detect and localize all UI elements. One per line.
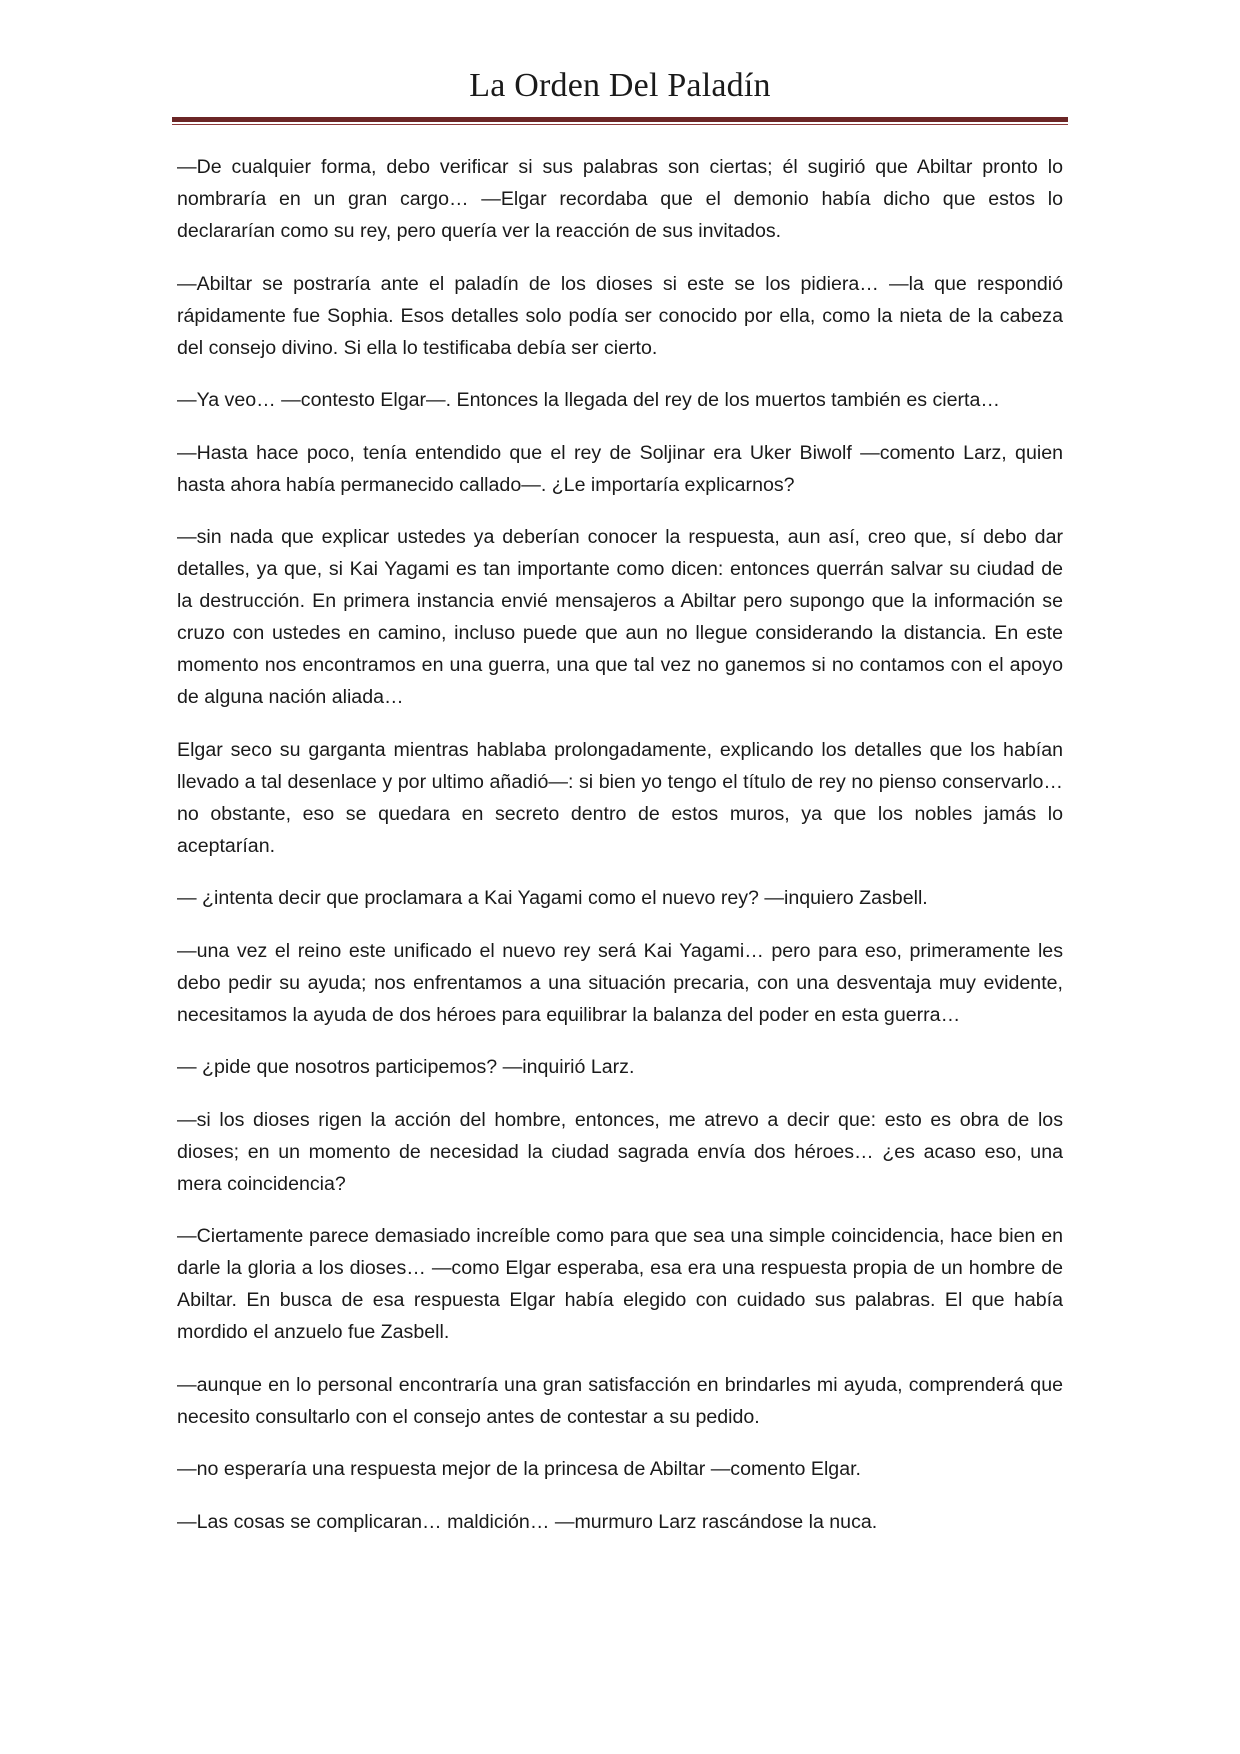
page-header (172, 66, 1068, 107)
paragraph: — ¿pide que nosotros participemos? —inquirió Larz. (177, 1056, 635, 1078)
header-rule-thin (172, 124, 1068, 125)
paragraph: —Ya veo… —contesto Elgar—. Entonces la llegada del rey de los muertos también es cierta… (177, 389, 1000, 411)
paragraph: —Hasta hace poco, tenía entendido que el rey de Soljinar era Uker Biwolf —comento Larz, quien hasta ahora había permanecido callado—. ¿Le importaría explicarnos? (177, 441, 1063, 496)
paragraph: Elgar seco su garganta mientras hablaba prolongadamente, explicando los detalles que los habían llevado a tal desenlace y por ultimo añadió—: si bien yo tengo el título de rey no pienso conservarlo… no obstante, eso se quedara en secreto dentro de estos muros, ya que los nobles jamás lo aceptarían. (177, 738, 1063, 857)
header-rule-thick (172, 117, 1068, 122)
paragraph: —aunque en lo personal encontraría una gran satisfacción en brindarles mi ayuda, comprenderá que necesito consultarlo con el consejo antes de contestar a su pedido. (177, 1373, 1063, 1428)
paragraph: —De cualquier forma, debo verificar si sus palabras son ciertas; él sugirió que Abiltar pronto lo nombraría en un gran cargo… —Elgar recordaba que el demonio había dicho que estos lo declararían como su rey, pero quería ver la reacción de sus invitados. (177, 156, 1063, 242)
page-title: La Orden Del Paladín (469, 67, 771, 104)
paragraph: —sin nada que explicar ustedes ya deberían conocer la respuesta, aun así, creo que, sí debo dar detalles, ya que, si Kai Yagami es tan importante como dicen: entonces querrán salvar su ciudad de la destrucción. En primera instancia envié mensajeros a Abiltar pero supongo que la información se cruzo con ustedes en camino, incluso puede que aun no llegue considerando la distancia. En este momento nos encontramos en una guerra, una que tal vez no ganemos si no contamos con el apoyo de alguna nación aliada… (177, 526, 1063, 708)
paragraph: —no esperaría una respuesta mejor de la princesa de Abiltar —comento Elgar. (177, 1458, 861, 1480)
paragraph: —Ciertamente parece demasiado increíble como para que sea una simple coincidencia, hace bien en darle la gloria a los dioses… —como Elgar esperaba, esa era una respuesta propia de un hombre de Abiltar. En busca de esa respuesta Elgar había elegido con cuidado sus palabras. El que había mordido el anzuelo fue Zasbell. (177, 1225, 1063, 1343)
paragraph: —si los dioses rigen la acción del hombre, entonces, me atrevo a decir que: esto es obra de los dioses; en un momento de necesidad la ciudad sagrada envía dos héroes… ¿es acaso eso, una mera coincidencia? (177, 1108, 1063, 1195)
body-text (177, 151, 1063, 1558)
paragraph: — ¿intenta decir que proclamara a Kai Yagami como el nuevo rey? —inquiero Zasbell. (177, 887, 928, 909)
paragraph: —Las cosas se complicaran… maldición… —murmuro Larz rascándose la nuca. (177, 1510, 878, 1533)
paragraph: —una vez el reino este unificado el nuevo rey será Kai Yagami… pero para eso, primeramente les debo pedir su ayuda; nos enfrentamos a una situación precaria, con una desventaja muy evidente, necesitamos la ayuda de dos héroes para equilibrar la balanza del poder en esta guerra… (177, 939, 1063, 1026)
paragraph: —Abiltar se postraría ante el paladín de los dioses si este se los pidiera… —la que respondió rápidamente fue Sophia. Esos detalles solo podía ser conocido por ella, como la nieta de la cabeza del consejo divino. Si ella lo testificaba debía ser cierto. (177, 272, 1063, 359)
